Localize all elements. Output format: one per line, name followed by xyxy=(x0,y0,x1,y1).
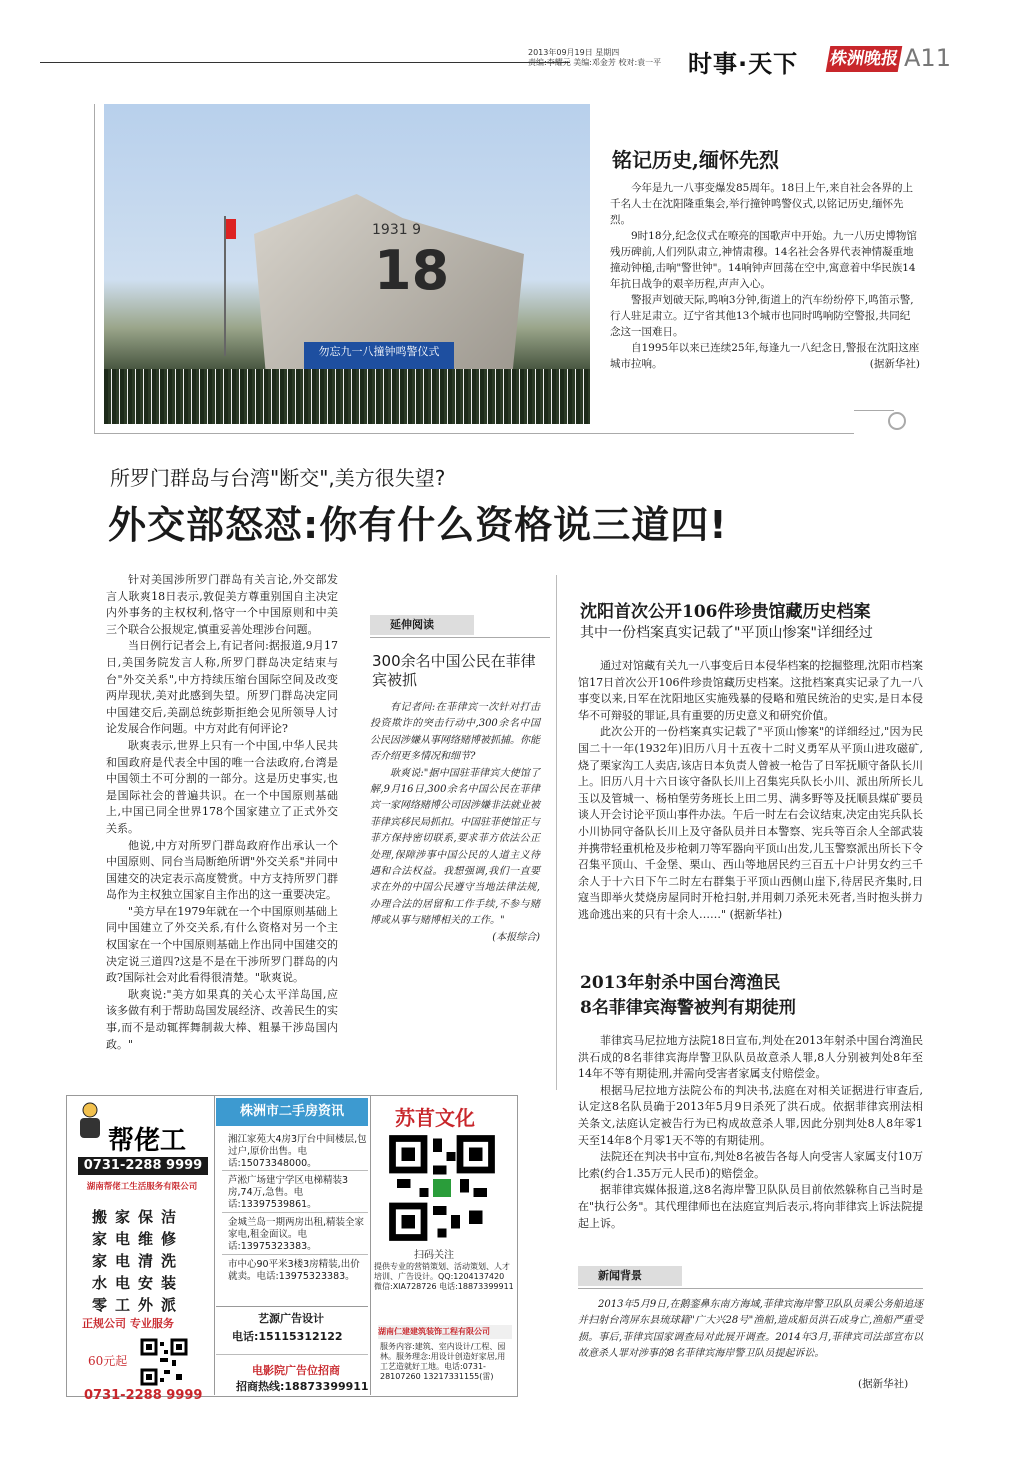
service-item: 水电安装 xyxy=(92,1274,185,1292)
cinema-ad-phone: 招商热线:18873399911 xyxy=(236,1380,369,1393)
section-title: 时事·天下 xyxy=(688,50,799,78)
frame-line xyxy=(94,104,95,434)
paragraph: 警报声划破天际,鸣响3分钟,街道上的汽车纷纷停下,鸣笛示警,行人驻足肃立。辽宁省其他13个城市也同时鸣响防空警报,共同纪念这一国难日。 xyxy=(610,294,914,338)
top-story-title: 铭记历史,缅怀先烈 xyxy=(612,148,779,172)
crowd xyxy=(104,369,590,424)
paragraph: 他说,中方对所罗门群岛政府作出承认一个中国原则、同台当局断绝所谓"外交关系"并同中国建交的决定表示高度赞赏。中方支持所罗门群岛作为主权独立国家自主作出的这一重要决定。 xyxy=(106,838,338,902)
header-rule xyxy=(40,62,570,63)
philippines-title-line: 8名菲律宾海警被判有期徒刑 xyxy=(580,998,796,1018)
renjian-ad-info: 服务内容:建筑、室内设计/工程、园林。服务理念:用设计创造好家居,用工艺造就好工地。电话:0731-28107260 13217331155(雷) xyxy=(380,1342,506,1381)
philippines-body xyxy=(578,1033,923,1232)
main-story-body xyxy=(106,572,338,1053)
sumiao-ad-title: 苏苜文化 xyxy=(395,1106,475,1130)
circle-icon xyxy=(888,412,906,430)
paragraph: 据菲律宾媒体报道,这8名海岸警卫队队员目前依然躲称自己当时是在"执行公务"。其代理律师也在法庭宣判后表示,将向菲律宾上诉法院提起上诉。 xyxy=(578,1183,923,1230)
service-item: 家电清洗 xyxy=(92,1252,185,1270)
paragraph: 2013年5月9日,在鹅銮鼻东南方海域,菲律宾海岸警卫队队员乘公务船追逐并扫射台湾屏东县琉球籍"广大兴28号"渔船,造成船员洪石成身亡,渔船严重受损。事后,菲律宾国家调查局对此展开调查。2014年3月,菲律宾司法部宣布以故意杀人罪对涉事的8名菲律宾海岸警卫队员提起诉讼。 xyxy=(578,1299,923,1360)
paragraph: "美方早在1979年就在一个中国原则基础上同中国建立了外交关系,有什么资格对另一个主权国家在一个中国原则基础上作出同中国建交的决定说三道四?这是不是在干涉所罗门群岛的内政?国际社会对此看得很清楚。"耿爽说。 xyxy=(106,904,338,985)
ad-company: 湖南帮佬工生活服务有限公司 xyxy=(86,1182,198,1192)
paragraph: 耿爽说:"美方如果真的关心太平洋岛国,应该多做有利于帮助岛国发展经济、改善民生的实事,而不是动辄挥舞制裁大棒、粗暴干涉岛国内政。" xyxy=(106,987,338,1051)
section-rule xyxy=(370,637,550,638)
house-listing: 湘江家苑大4房3厅台中间楼层,包过户,原价出售。电话:15073348000。 xyxy=(228,1134,367,1169)
flag-icon xyxy=(226,219,236,239)
main-subtitle: 所罗门群岛与台湾"断交",美方很失望? xyxy=(110,466,446,490)
stone-day: 18 xyxy=(374,239,450,302)
paragraph: 9时18分,纪念仪式在嘹亮的国歌声中开始。九一八历史博物馆残历碑前,人们列队肃立,神情肃穆。14名社会各界代表神情凝重地撞动钟槌,击响"警世钟"。14响钟声回荡在空中,寓意着中华民族14年抗日战争的艰辛历程,声声入心。 xyxy=(610,230,917,290)
header-editors: 责编:李耀元 美编:邓金芳 校对:袁一平 xyxy=(528,58,662,67)
philippines-title-line: 2013年射杀中国台湾渔民 xyxy=(580,973,781,993)
source-credit: (据新华社) xyxy=(869,358,920,370)
section-rule xyxy=(578,1288,923,1289)
ad-divider xyxy=(216,1354,368,1355)
qr-code-icon xyxy=(140,1338,188,1386)
service-item: 家电维修 xyxy=(92,1230,185,1248)
column-divider xyxy=(556,575,557,1090)
house-listing: 市中心90平米3楼3房精装,出价就卖。电话:13975323383。 xyxy=(228,1259,360,1282)
frame-line xyxy=(94,433,854,434)
shenyang-subtitle: 其中一份档案真实记载了"平顶山惨案"详细经过 xyxy=(580,625,873,641)
paragraph xyxy=(578,724,923,923)
philippines-title xyxy=(580,971,925,1021)
ad-slogan: 正规公司 专业服务 xyxy=(82,1317,174,1330)
listing-divider xyxy=(222,1212,368,1213)
extended-title: 300余名中国公民在菲律宾被抓 xyxy=(372,652,536,689)
service-item: 零工外派 xyxy=(92,1296,185,1314)
ad-phone-bottom: 0731-2288 9999 xyxy=(84,1388,203,1403)
paragraph: 当日例行记者会上,有记者问:据报道,9月17日,美国务院发言人称,所罗门群岛决定结束与台"外交关系",中方持续压缩台国际空间及改变两岸现状,美对此感到失望。所罗门群岛决定同中国建交后,美副总统彭斯拒绝会见所领导人讨论发展合作问题。中方对此有何评论? xyxy=(106,639,338,736)
shenyang-title: 沈阳首次公开106件珍贵馆藏历史档案 xyxy=(580,602,871,622)
listing-divider xyxy=(222,1254,368,1255)
memorial-photo xyxy=(104,104,590,424)
paragraph: 耿爽说:"据中国驻菲律宾大使馆了解,9月16日,300余名中国公民在菲律宾一家网络赌博公司因涉嫌非法就业被菲律宾移民局抓扣。中国驻菲使馆正与菲方保持密切联系,要求菲方依法公正处理,保障涉事中国公民的人道主义待遇和合法权益。我想强调,我们一直要求在外的中国公民遵守当地法律法规,办理合法的居留和工作手续,不参与赌博或从事与赌博相关的工作。" xyxy=(370,767,540,927)
service-item: 搬家保洁 xyxy=(92,1208,185,1226)
top-story-body xyxy=(610,180,920,372)
newspaper-logo: 株洲晚报 xyxy=(826,46,903,72)
source-credit: (据新华社) xyxy=(729,907,783,921)
paragraph: 今年是九一八事变爆发85周年。18日上午,来自社会各界的上千名人士在沈阳隆重集会,举行撞钟鸣警仪式,以铭记历史,缅怀先烈。 xyxy=(610,182,914,226)
yiyuan-ad-phone: 电话:15115312122 xyxy=(232,1330,343,1343)
source-credit: (据新华社) xyxy=(858,1378,909,1390)
sumiao-ad-info: 提供专业的营销策划、活动策划、人才培训、广告设计。QQ:1204137420 微信:XIA728726 电话:18873399911 xyxy=(374,1262,514,1291)
house-ad-title: 株洲市二手房资讯 xyxy=(216,1098,368,1126)
yiyuan-ad-title: 艺源广告设计 xyxy=(258,1312,324,1325)
worker-icon xyxy=(74,1100,106,1140)
paragraph xyxy=(610,340,920,372)
paragraph-text: 自1995年以来已连续25年,每逢九一八纪念日,警报在沈阳这座城市拉响。 xyxy=(610,342,920,370)
extended-body xyxy=(370,700,540,946)
ad-price: 60元起 xyxy=(88,1354,128,1368)
paragraph: 菲律宾马尼拉地方法院18日宣布,判处在2013年射杀中国台湾渔民洪石成的8名菲律宾海岸警卫队队员故意杀人罪,8人分别被判处8年至14年不等有期徒刑,并需向受害者家属支付赔偿金。 xyxy=(578,1034,923,1081)
paragraph: 有记者问:在菲律宾一次针对打击投资欺诈的突击行动中,300余名中国公民因涉嫌从事网络赌博被抓捕。你能否介绍更多情况和细节? xyxy=(370,702,540,763)
paragraph-text: 此次公开的一份档案真实记载了"平顶山惨案"的详细经过,"因为民国二十一年(1932年)旧历八月十五夜十二时义勇军从平顶山进攻磁矿,烧了栗家沟工人卖店,该店日本负责人曾被一枪告了日军抚顺守备队长川上。旧历八月十六日该守备队长川上召集宪兵队长小川、派出所所长儿玉以及管城一、杨柏堡劳务班长上田二男、满多野等及抚顺县煤矿要员谈人开会讨论平顶山事件办法。午后一时左右会议结束,决定由宪兵队长小川协同守备队长川上及守备队员并日本警察、宪兵等百余人全部武装并携带轻重机枪及步枪刺刀等军器向平顶山出发,儿玉警察派出所长下令召集平顶山、千金堡、栗山、西山等地居民约三百五十户计男女约三千余人于十六日下午二时左右群集于平顶山西侧山崖下,待居民齐集时,日寇当即举火焚烧房屋同时开枪扫射,并用刺刀杀死未死者,当时抱头拼力逃命逃出来的只有十余人……" xyxy=(578,725,923,921)
extended-reading-label: 延伸阅读 xyxy=(370,615,474,635)
paragraph: 通过对馆藏有关九一八事变后日本侵华档案的挖掘整理,沈阳市档案馆17日首次公开106件珍贵馆藏历史档案。这批档案真实记录了九一八事变以来,日军在沈阳地区实施残暴的侵略和殖民统治的史实,是日本侵华不可辩驳的罪证,具有重要的历史意义和研究价值。 xyxy=(578,659,923,722)
main-headline: 外交部怒怼:你有什么资格说三道四! xyxy=(108,503,728,547)
paragraph: 根据马尼拉地方法院公布的判决书,法庭在对相关证据进行审查后,认定这8名队员确于2013年5月9日杀死了洪石成。依据菲律宾刑法相关条文,法庭认定被告行为已构成故意杀人罪,因此分别判处8人8年零1天至14年8个月零1天不等的有期徒刑。 xyxy=(578,1083,923,1147)
cinema-ad-title: 电影院广告位招商 xyxy=(252,1364,340,1377)
paragraph: 耿爽表示,世界上只有一个中国,中华人民共和国政府是代表全中国的唯一合法政府,台湾是中国领土不可分割的一部分。这是历史事实,也是国际社会的普遍共识。在一个中国原则基础上,中国已同全世界178个国家建立了正式外交关系。 xyxy=(106,738,338,835)
news-background-body xyxy=(578,1297,923,1363)
renjian-ad-title: 湖南仁建建筑装饰工程有限公司 xyxy=(378,1325,512,1339)
stone-year-month: 1931 9 xyxy=(372,222,421,238)
ad-phone: 0731-2288 9999 xyxy=(78,1157,208,1175)
page-number: A11 xyxy=(904,44,951,72)
header-meta xyxy=(528,48,688,68)
house-listing: 金城兰岛一期两房出租,精装全家家电,租金面议。电话:13975323383。 xyxy=(228,1217,365,1252)
news-background-label: 新闻背景 xyxy=(578,1266,682,1286)
ad-divider xyxy=(370,1095,371,1395)
ad-services xyxy=(92,1206,202,1316)
ceremony-banner: 勿忘九一八撞钟鸣警仪式 xyxy=(304,342,454,374)
paragraph: 针对美国涉所罗门群岛有关言论,外交部发言人耿爽18日表示,敦促美方尊重别国自主决定内外事务的主权权利,恪守一个中国原则和中美三个联合公报规定,慎重妥善处理涉台问题。 xyxy=(106,573,338,636)
ad-brand: 帮佬工 xyxy=(108,1126,187,1156)
shenyang-body xyxy=(578,658,923,924)
source-credit: (本报综合) xyxy=(492,931,540,943)
header-date: 2013年09月19日 星期四 xyxy=(528,48,620,57)
listing-divider xyxy=(222,1170,368,1171)
qr-code-icon xyxy=(388,1134,496,1242)
scan-caption: 扫码关注 xyxy=(414,1250,454,1261)
paragraph: 法院还在判决书中宣布,判处8名被告各每人向受害人家属支付10万比索(约合1.35万元人民币)的赔偿金。 xyxy=(578,1150,923,1180)
house-listing: 芦淞广场建宁学区电梯精装3房,74万,急售。电话:13397539861。 xyxy=(228,1175,349,1210)
